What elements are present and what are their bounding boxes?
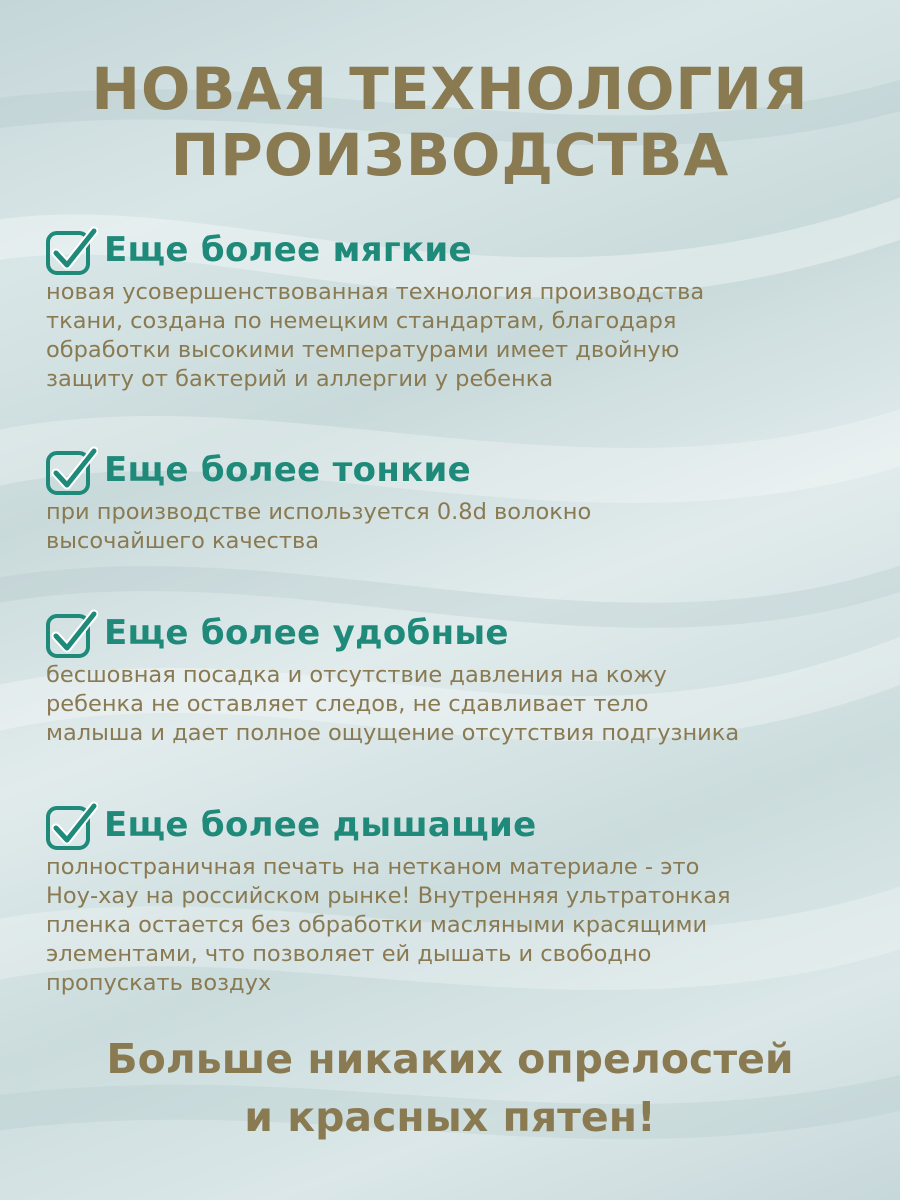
feature-text-line: ткани, создана по немецким стандартам, благодаря — [46, 308, 677, 334]
feature-text-line: защиту от бактерий и аллергии у ребенка — [46, 366, 554, 392]
feature-text-line: полностраничная печать на нетканом материале - это — [46, 854, 700, 880]
feature-text-line: обработки высокими температурами имеет двойную — [46, 337, 680, 363]
feature-heading — [44, 605, 874, 661]
feature-text-line: высочайшего качества — [46, 528, 320, 554]
feature-text-line: ребенка не оставляет следов, не сдавливает тело — [46, 691, 649, 717]
check-icon — [44, 223, 98, 277]
feature-title: Еще более мягкие — [104, 230, 472, 270]
feature-text-line: пропускать воздух — [46, 970, 272, 996]
feature-heading — [44, 222, 874, 278]
feature-text-line: новая усовершенствованная технология производства — [46, 279, 705, 305]
footer-slogan — [0, 1030, 900, 1146]
page-title — [0, 56, 900, 188]
feature-text-line: пленка остается без обработки масляными красящими — [46, 912, 708, 938]
page-title-line-1: НОВАЯ ТЕХНОЛОГИЯ — [91, 55, 809, 123]
feature-comfortable — [44, 605, 874, 748]
check-icon — [44, 443, 98, 497]
footer-slogan-line-2: и красных пятен! — [244, 1093, 656, 1141]
page-title-line-2: ПРОИЗВОДСТВА — [170, 121, 730, 189]
feature-text-line: малыша и дает полное ощущение отсутствия подгузника — [46, 720, 740, 746]
feature-description — [46, 661, 874, 748]
feature-text-line: элементами, что позволяет ей дышать и свободно — [46, 941, 652, 967]
feature-soft — [44, 222, 874, 394]
footer-slogan-line-1: Больше никаких опрелостей — [106, 1035, 794, 1083]
feature-text-line: при производстве используется 0.8d волокно — [46, 499, 592, 525]
feature-description — [46, 498, 874, 556]
feature-text-line: Ноу-хау на российском рынке! Внутренняя ультратонкая — [46, 883, 731, 909]
feature-title: Еще более дышащие — [104, 805, 537, 845]
feature-title: Еще более удобные — [104, 613, 509, 653]
check-icon — [44, 606, 98, 660]
feature-thin — [44, 442, 874, 556]
feature-heading — [44, 442, 874, 498]
feature-text-line: бесшовная посадка и отсутствие давления на кожу — [46, 662, 667, 688]
feature-description — [46, 278, 874, 394]
feature-description — [46, 853, 874, 998]
feature-title: Еще более тонкие — [104, 450, 471, 490]
feature-breathable — [44, 797, 874, 998]
check-icon — [44, 798, 98, 852]
feature-heading — [44, 797, 874, 853]
